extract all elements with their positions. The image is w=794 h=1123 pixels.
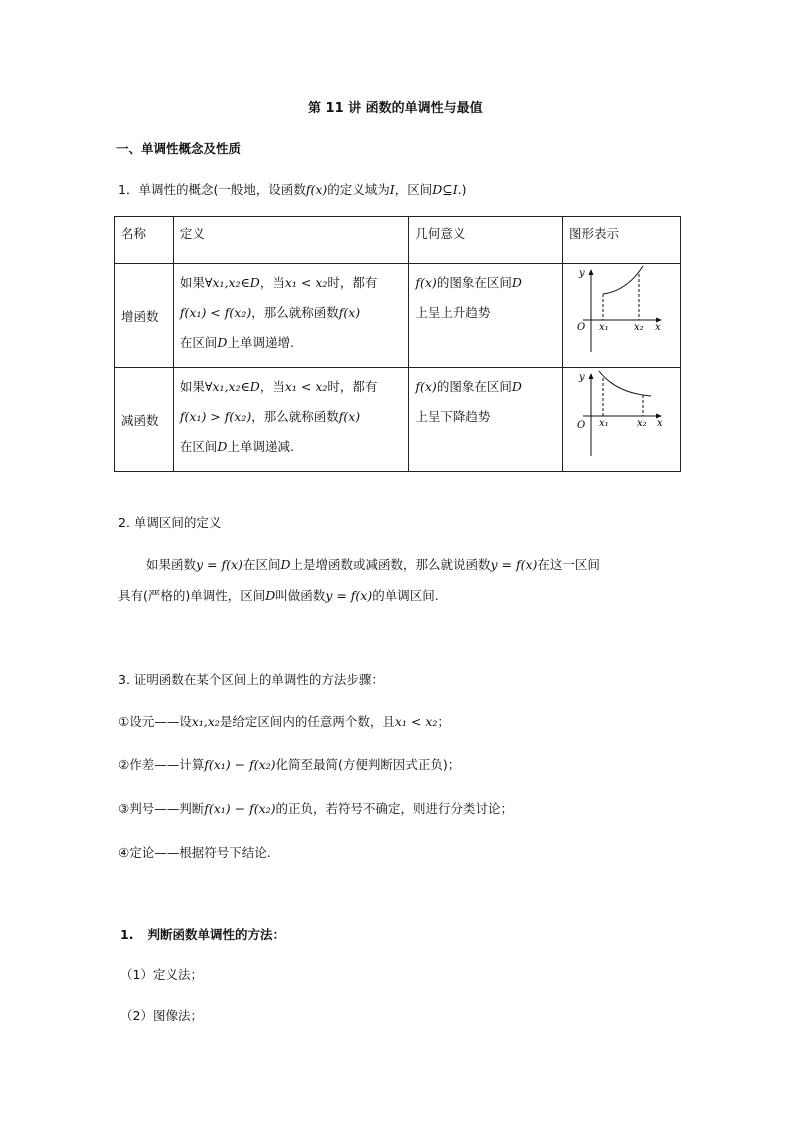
row-name-cell bbox=[115, 264, 174, 368]
item1-I: I bbox=[389, 182, 395, 197]
method-2: （2）图像法； bbox=[120, 1008, 203, 1023]
item1-num: 1． bbox=[118, 182, 139, 197]
row-name-cell bbox=[115, 368, 174, 472]
y-axis-arrow-icon bbox=[588, 269, 593, 275]
graph-x-label: x bbox=[656, 418, 663, 429]
table-row-increasing bbox=[115, 264, 681, 368]
page-title: 第 11 讲 函数的单调性与最值 bbox=[308, 101, 483, 116]
item1-fx: f(x) bbox=[305, 182, 328, 197]
methods-heading: 1. 判断函数单调性的方法： bbox=[120, 927, 285, 942]
graph-x2-label: x₂ bbox=[633, 322, 644, 333]
graph-x1-label: x₁ bbox=[598, 322, 609, 333]
graph-y-label: y bbox=[578, 372, 585, 383]
graph-cell bbox=[562, 368, 680, 472]
decreasing-graph bbox=[563, 368, 679, 468]
method-1: （1）定义法； bbox=[120, 967, 203, 982]
geometric-meaning-cell: f(x)的图象在区间D 上呈下降趋势 bbox=[409, 368, 563, 472]
step-3: ③判号——判断f(x₁) − f(x₂)的正负，若符号不确定，则进行分类讨论； bbox=[118, 801, 514, 816]
step-4: ④定论——根据符号下结论. bbox=[118, 845, 271, 860]
definition-cell: 如果∀x₁,x₂∈D，当x₁ < x₂时，都有 f(x₁) > f(x₂)，那么就称函数f(x) 在区间D上单调递减. bbox=[173, 368, 408, 472]
graph-y-label: y bbox=[578, 268, 585, 279]
graph-x2-label: x₂ bbox=[636, 418, 647, 429]
increasing-graph bbox=[563, 264, 679, 364]
header-cell: 图形表示 bbox=[562, 217, 680, 264]
section-heading: 一、单调性概念及性质 bbox=[116, 141, 242, 156]
item1-text-a: 单调性的概念(一般地，设函数 bbox=[138, 182, 306, 197]
item1-line bbox=[118, 180, 467, 198]
row-name: 增函数 bbox=[121, 308, 159, 324]
row-name: 减函数 bbox=[121, 412, 159, 428]
definition-cell: 如果∀x₁,x₂∈D，当x₁ < x₂时，都有 f(x₁) < f(x₂)，那么就称函数f(x) 在区间D上单调递增. bbox=[173, 264, 408, 368]
item1-text-c: ，区间 bbox=[394, 182, 433, 197]
header-cell: 名称 bbox=[115, 217, 174, 264]
item2-paragraph-line1: 如果函数y = f(x)在区间D上是增函数或减函数，那么就说函数y = f(x)在这一区间 bbox=[146, 557, 600, 572]
item1-text-b: 的定义域为 bbox=[327, 182, 390, 197]
item1-text-d: .) bbox=[457, 182, 467, 197]
graph-x1-label: x₁ bbox=[598, 418, 609, 429]
item3-heading: 3. 证明函数在某个区间上的单调性的方法步骤： bbox=[118, 672, 384, 687]
table-header-row bbox=[115, 217, 681, 264]
table-row-decreasing bbox=[115, 368, 681, 472]
header-cell: 定义 bbox=[173, 217, 408, 264]
step-1: ①设元——设x₁,x₂是给定区间内的任意两个数，且x₁ < x₂； bbox=[118, 714, 450, 729]
definition-table bbox=[114, 216, 681, 472]
increasing-curve bbox=[603, 266, 643, 294]
graph-origin-label: O bbox=[576, 420, 586, 431]
item2-heading: 2. 单调区间的定义 bbox=[118, 515, 222, 530]
graph-origin-label: O bbox=[576, 322, 586, 333]
graph-cell bbox=[562, 264, 680, 368]
header-cell: 几何意义 bbox=[409, 217, 563, 264]
step-2: ②作差——计算f(x₁) − f(x₂)化简至最简(方便判断因式正负)； bbox=[118, 757, 461, 772]
item1-DsubI: D⊆I bbox=[432, 182, 458, 197]
graph-x-label: x bbox=[654, 322, 661, 333]
item2-paragraph-line2: 具有(严格的)单调性，区间D叫做函数y = f(x)的单调区间. bbox=[118, 588, 439, 603]
y-axis-arrow-icon bbox=[588, 373, 593, 379]
geometric-meaning-cell: f(x)的图象在区间D 上呈上升趋势 bbox=[409, 264, 563, 368]
decreasing-curve bbox=[599, 371, 651, 396]
